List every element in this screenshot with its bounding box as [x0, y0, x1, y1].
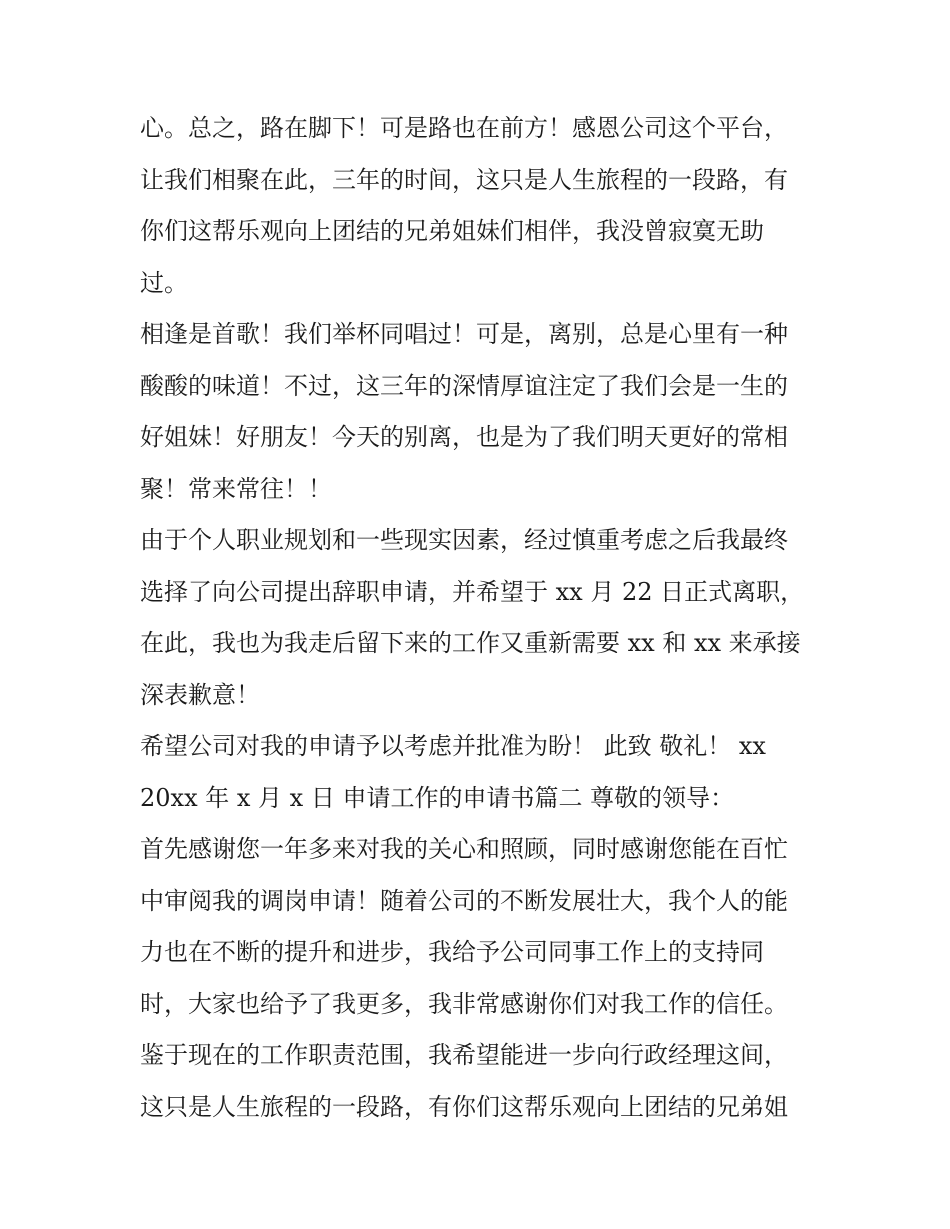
document-body — [140, 108, 820, 1138]
text-line: 聚！常来常往！！ — [140, 474, 332, 503]
text-line: 相逢是首歌！我们举杯同唱过！可是，离别，总是心里有一种 — [140, 320, 788, 348]
text-line: 这只是人生旅程的一段路，有你们这帮乐观向上团结的兄弟姐 — [140, 1092, 788, 1121]
text-line: 酸酸的味道！不过，这三年的深情厚谊注定了我们会是一生的 — [140, 371, 788, 400]
text-line: 好姐妹！好朋友！今天的别离，也是为了我们明天更好的常相 — [140, 423, 788, 451]
text-line: 力也在不断的提升和进步，我给予公司同事工作上的支持同 — [140, 938, 764, 966]
text-line: 让我们相聚在此，三年的时间，这只是人生旅程的一段路，有 — [140, 165, 788, 194]
text-line: 首先感谢您一年多来对我的关心和照顾，同时感谢您能在百忙 — [140, 835, 788, 863]
text-line: 中审阅我的调岗申请！随着公司的不断发展壮大，我个人的能 — [140, 886, 788, 915]
text-line: 过。 — [140, 268, 188, 297]
text-line: 在此，我也为我走后留下来的工作又重新需要 xx 和 xx 来承接 — [140, 629, 801, 657]
text-line: 20xx 年 x 月 x 日 申请工作的申请书篇二 尊敬的领导： — [140, 783, 735, 812]
text-line: 选择了向公司提出辞职申请，并希望于 xx 月 22 日正式离职， — [140, 577, 805, 606]
text-line: 由于个人职业规划和一些现实因素，经过慎重考虑之后我最终 — [140, 526, 788, 554]
text-line: 深表歉意！ — [140, 680, 260, 709]
text-line: 鉴于现在的工作职责范围，我希望能进一步向行政经理这间， — [140, 1041, 788, 1069]
text-line: 你们这帮乐观向上团结的兄弟姐妹们相伴，我没曾寂寞无助 — [140, 217, 764, 245]
text-line: 时，大家也给予了我更多，我非常感谢你们对我工作的信任。 — [140, 989, 788, 1018]
text-line: 心。总之，路在脚下！可是路也在前方！感恩公司这个平台， — [140, 114, 788, 142]
text-line: 希望公司对我的申请予以考虑并批准为盼！ 此致 敬礼！ xx — [140, 732, 766, 760]
